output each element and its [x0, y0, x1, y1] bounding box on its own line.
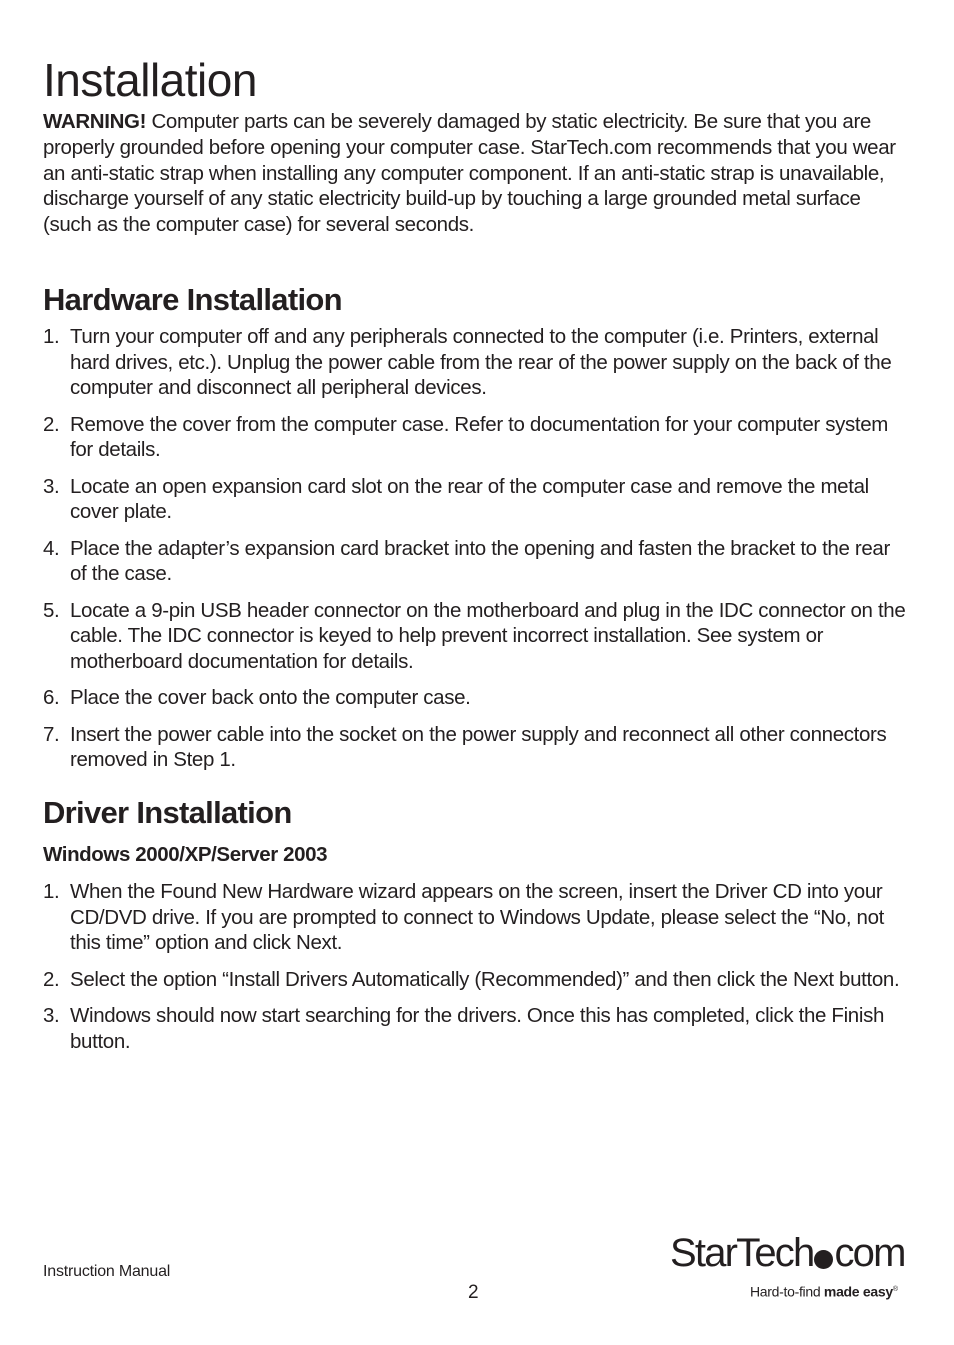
step-number: 4.	[43, 536, 60, 560]
page-title: Installation	[43, 54, 257, 106]
list-item	[43, 1003, 911, 1054]
list-item	[43, 324, 911, 401]
tagline-regular: Hard-to-find	[750, 1283, 824, 1300]
step-number: 1.	[43, 325, 60, 348]
logo-text-com: com	[834, 1231, 905, 1275]
list-item	[43, 685, 911, 711]
logo-tagline	[750, 1281, 898, 1301]
list-item	[43, 474, 911, 525]
page-number: 2	[468, 1282, 479, 1303]
step-text: When the Found New Hardware wizard appears on the screen, insert the Driver CD into your CD/DVD drive. If you are prompted to connect to Windows Update, please select the “No, not this time” option and click Next.	[70, 880, 884, 954]
list-item	[43, 536, 911, 587]
step-number: 3.	[43, 1004, 60, 1027]
hardware-steps-list	[43, 324, 911, 784]
list-item	[43, 598, 911, 675]
step-number: 2.	[43, 412, 60, 436]
list-item	[43, 412, 911, 463]
static-warning	[43, 109, 911, 238]
tagline-bold: made easy	[823, 1283, 893, 1300]
step-text: Place the cover back onto the computer case.	[70, 686, 471, 709]
hardware-installation-heading: Hardware Installation	[43, 282, 342, 317]
footer-label: Instruction Manual	[43, 1263, 171, 1280]
step-number: 1.	[43, 880, 60, 903]
logo-wordmark	[670, 1228, 905, 1278]
list-item	[43, 967, 911, 993]
step-number: 3.	[43, 474, 60, 498]
step-text: Locate a 9-pin USB header connector on the motherboard and plug in the IDC connector on the cable. The IDC connector is keyed to help prevent incorrect installation. See system or motherboard documentation for details.	[70, 598, 906, 673]
driver-steps-list	[43, 879, 911, 1065]
step-text: Locate an open expansion card slot on the rear of the computer case and remove the metal cover plate.	[70, 474, 869, 523]
logo-dot-icon	[814, 1250, 833, 1269]
step-number: 2.	[43, 967, 60, 991]
step-number: 7.	[43, 722, 60, 746]
warning-label: WARNING!	[43, 110, 147, 133]
trademark-symbol: ®	[892, 1286, 898, 1293]
windows-version-subheading: Windows 2000/XP/Server 2003	[43, 843, 328, 866]
list-item	[43, 722, 911, 773]
step-text: Insert the power cable into the socket on the power supply and reconnect all other connectors removed in Step 1.	[70, 722, 887, 771]
step-text: Windows should now start searching for the drivers. Once this has completed, click the Finish button.	[70, 1004, 885, 1053]
startech-logo	[670, 1228, 910, 1304]
step-text: Remove the cover from the computer case. Refer to documentation for your computer system for details.	[70, 412, 889, 461]
step-number: 5.	[43, 598, 60, 622]
driver-installation-heading: Driver Installation	[43, 795, 292, 830]
step-text: Place the adapter’s expansion card bracket into the opening and fasten the bracket to the rear of the case.	[70, 536, 890, 585]
step-number: 6.	[43, 686, 60, 709]
list-item	[43, 879, 911, 956]
warning-text: Computer parts can be severely damaged by static electricity. Be sure that you are properly grounded before opening your computer case. StarTech.com recommends that you wear an anti-static strap when installing any computer component. If an anti-static strap is unavailable, discharge yourself of any static electricity build-up by touching a large grounded metal surface (such as the computer case) for several seconds.	[43, 110, 896, 237]
step-text: Turn your computer off and any peripherals connected to the computer (i.e. Printers, external hard drives, etc.). Unplug the power cable from the rear of the power supply on the back of the computer and disconnect all peripheral devices.	[70, 325, 892, 399]
logo-text-startech: StarTech	[670, 1231, 814, 1275]
step-text: Select the option “Install Drivers Automatically (Recommended)” and then click the Next button.	[70, 967, 900, 991]
